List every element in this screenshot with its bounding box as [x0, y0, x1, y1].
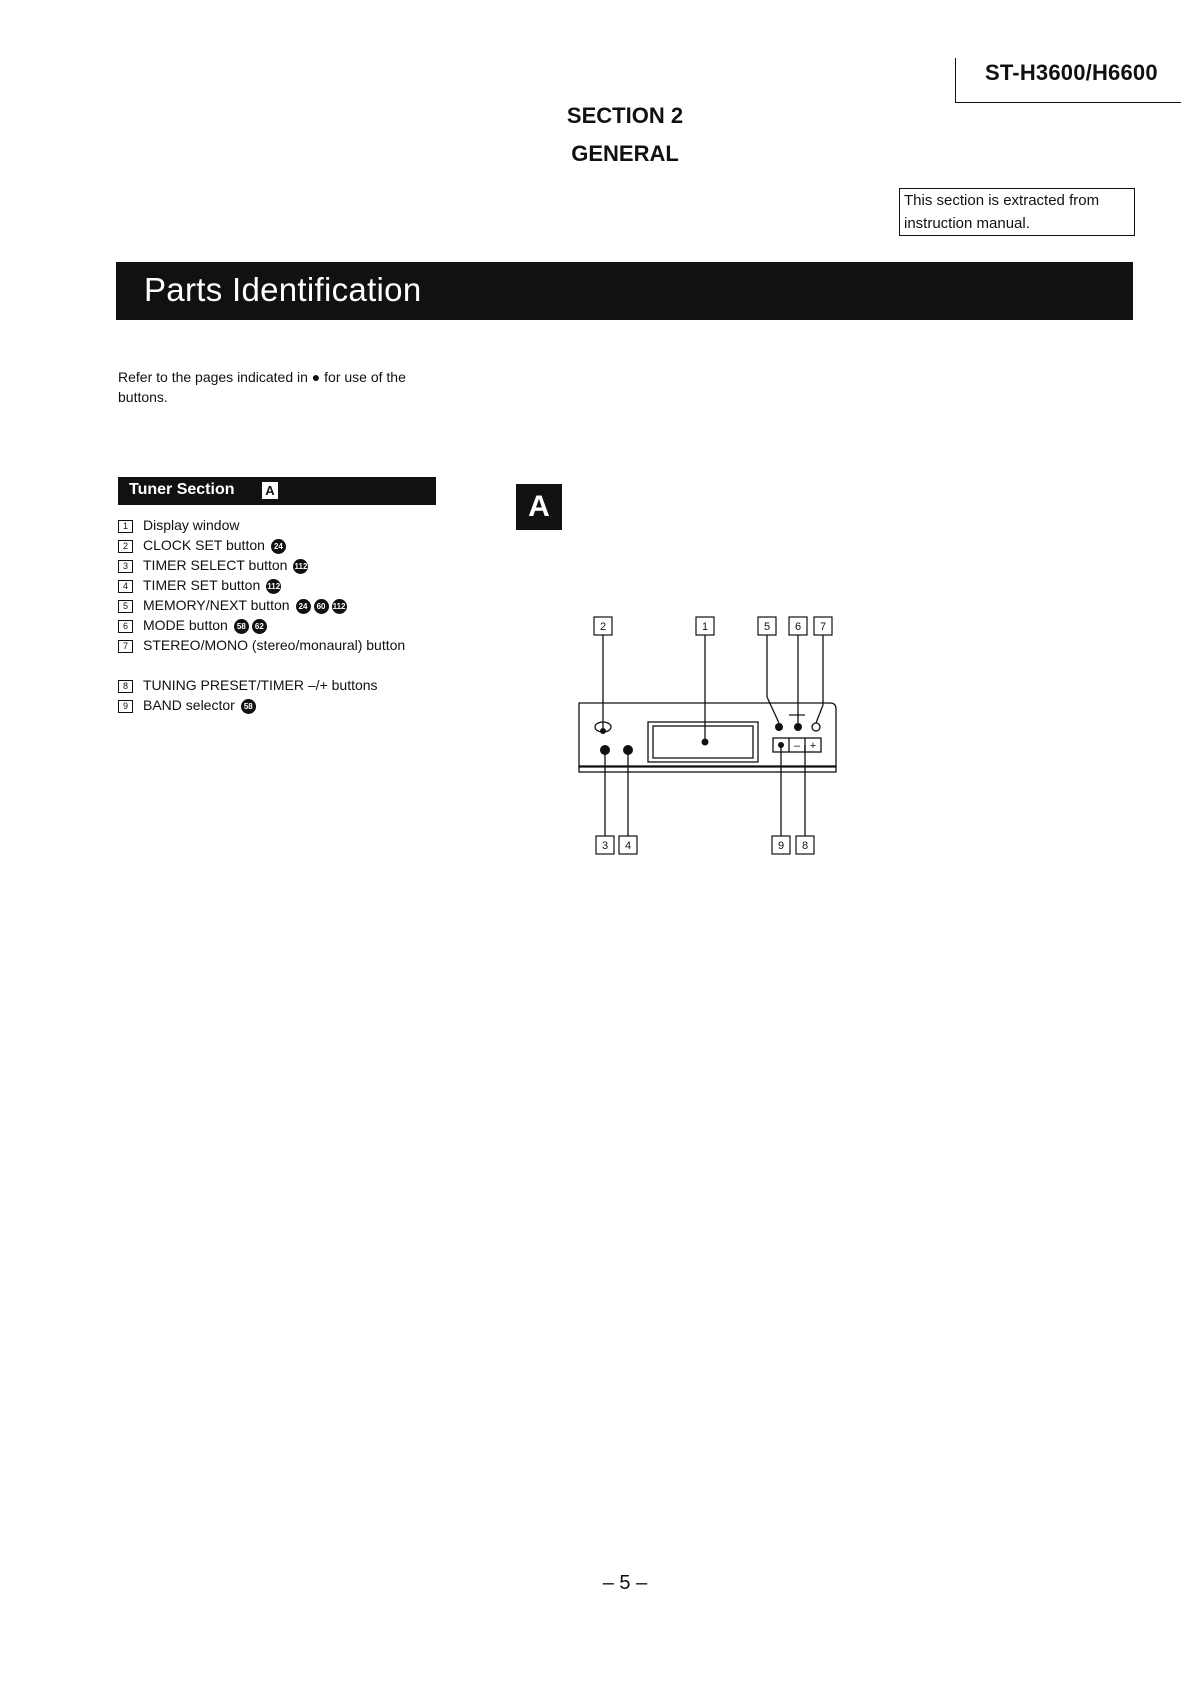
callout-label: 4: [624, 840, 632, 852]
title-banner: [116, 262, 1133, 320]
part-label-text: TIMER SET button: [143, 577, 261, 593]
part-label: [143, 675, 443, 695]
part-label: [143, 575, 443, 595]
part-label: [143, 555, 443, 575]
minus-label: –: [793, 740, 801, 752]
page-refs: [238, 695, 256, 715]
part-label-text: STEREO/MONO (stereo/monaural) button: [143, 637, 406, 653]
mode-button: [794, 723, 802, 731]
part-item: [118, 675, 458, 695]
part-item: [118, 515, 458, 535]
callout-label: 7: [819, 621, 827, 633]
part-item: [118, 555, 458, 575]
part-item: [118, 575, 458, 595]
page-ref-icon: 112: [293, 559, 308, 574]
page-ref-icon: 112: [332, 599, 347, 614]
tuner-section-badge: A: [262, 482, 278, 499]
figure-badge: A: [516, 484, 562, 530]
part-label: [143, 535, 443, 555]
part-label: [143, 695, 443, 715]
part-item: [118, 595, 458, 615]
parts-list: [118, 515, 458, 715]
part-number: 7: [118, 640, 133, 653]
timer-set-button: [623, 745, 633, 755]
part-label-text: TUNING PRESET/TIMER –/+ buttons: [143, 677, 378, 693]
part-label: [143, 615, 443, 635]
part-label-text: TIMER SELECT button: [143, 557, 288, 573]
page-number: – 5 –: [602, 1572, 648, 1594]
part-label-text: MEMORY/NEXT button: [143, 597, 290, 613]
page-refs: [263, 575, 281, 595]
page-ref-icon: 60: [314, 599, 329, 614]
callout-label: 9: [777, 840, 785, 852]
page-ref-icon: 24: [296, 599, 311, 614]
page-title: Parts Identification: [144, 271, 422, 308]
intro-text: Refer to the pages indicated in ● for use of the buttons.: [118, 369, 406, 405]
page-refs: [231, 615, 267, 635]
memory-next-button: [775, 723, 783, 731]
callout-label: 1: [701, 621, 709, 633]
part-number: 9: [118, 700, 133, 713]
part-number: 5: [118, 600, 133, 613]
tuner-front-panel-diagram: [560, 615, 850, 855]
timer-select-button: [600, 745, 610, 755]
callout-label: 6: [794, 621, 802, 633]
page-ref-icon: 24: [271, 539, 286, 554]
part-label-text: BAND selector: [143, 697, 235, 713]
part-item: [118, 535, 458, 555]
part-label-text: CLOCK SET button: [143, 537, 265, 553]
callout-label: 3: [601, 840, 609, 852]
page-ref-icon: 62: [252, 619, 267, 634]
part-label-text: MODE button: [143, 617, 228, 633]
page-refs: [290, 555, 308, 575]
section-name: GENERAL: [571, 141, 679, 166]
tuner-section-header: [118, 477, 436, 505]
part-number: 2: [118, 540, 133, 553]
part-number: 8: [118, 680, 133, 693]
part-label: [143, 515, 443, 535]
stereo-mono-button: [812, 723, 820, 731]
part-item: [118, 615, 458, 635]
page-refs: [268, 535, 286, 555]
section-label: SECTION 2: [566, 103, 684, 128]
part-item: [118, 635, 458, 675]
callout-label: 5: [763, 621, 771, 633]
tuner-section-title: Tuner Section: [129, 481, 235, 498]
part-number: 4: [118, 580, 133, 593]
model-number: ST-H3600/H6600: [985, 60, 1158, 85]
callout-label: 2: [599, 621, 607, 633]
page-ref-icon: 112: [266, 579, 281, 594]
part-label: [143, 595, 443, 615]
page-ref-icon: 58: [234, 619, 249, 634]
extract-note: This section is extracted from instruction manual.: [899, 188, 1135, 236]
page-refs: [293, 595, 347, 615]
part-label-text: Display window: [143, 517, 240, 533]
part-number: 6: [118, 620, 133, 633]
part-label: [143, 635, 443, 655]
part-item: [118, 695, 458, 715]
plus-label: +: [809, 740, 817, 752]
part-number: 3: [118, 560, 133, 573]
part-number: 1: [118, 520, 133, 533]
callout-label: 8: [801, 840, 809, 852]
page-ref-icon: 58: [241, 699, 256, 714]
